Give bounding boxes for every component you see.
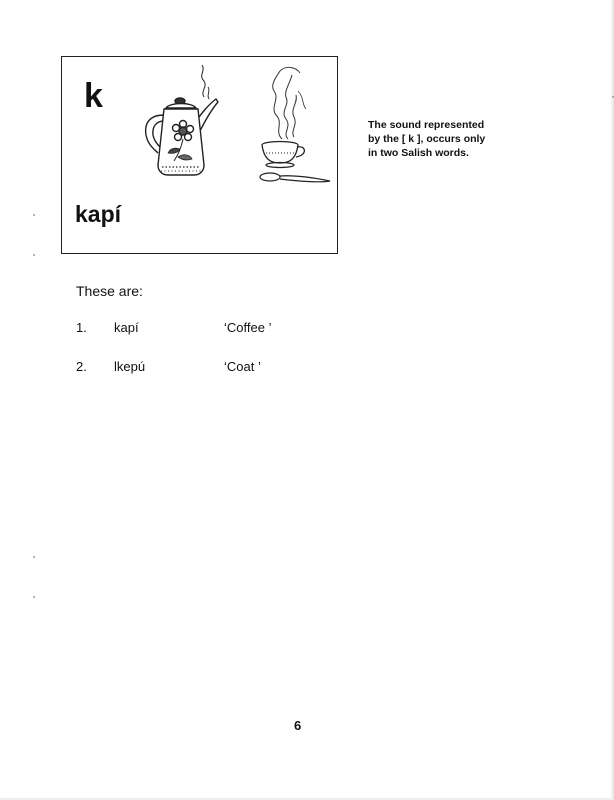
scan-speck (33, 254, 35, 256)
intro-text: These are: (76, 283, 143, 299)
item-gloss: ‘Coat ’ (224, 359, 261, 374)
note-line: The sound represented (368, 119, 485, 131)
coffee-cup-icon (262, 142, 304, 168)
note-line: in two Salish words. (368, 147, 469, 159)
coffee-illustration (134, 61, 334, 191)
scan-speck (33, 556, 35, 558)
coffee-pot-icon (146, 65, 218, 175)
page-number: 6 (294, 718, 302, 733)
scan-speck (33, 214, 35, 216)
note-line: by the [ k ], occurs only (368, 133, 486, 145)
item-gloss: ‘Coffee ’ (224, 320, 272, 335)
scan-speck (33, 596, 35, 598)
card-letter: k (84, 77, 103, 115)
note-text (368, 118, 518, 160)
item-number: 2. (76, 359, 87, 374)
steam-icon (273, 67, 306, 139)
letter-card (61, 56, 338, 254)
spoon-icon (260, 173, 330, 182)
item-number: 1. (76, 320, 87, 335)
card-word: kapí (75, 201, 122, 227)
item-word: kapí (114, 320, 139, 335)
item-word: lkepú (114, 359, 146, 374)
